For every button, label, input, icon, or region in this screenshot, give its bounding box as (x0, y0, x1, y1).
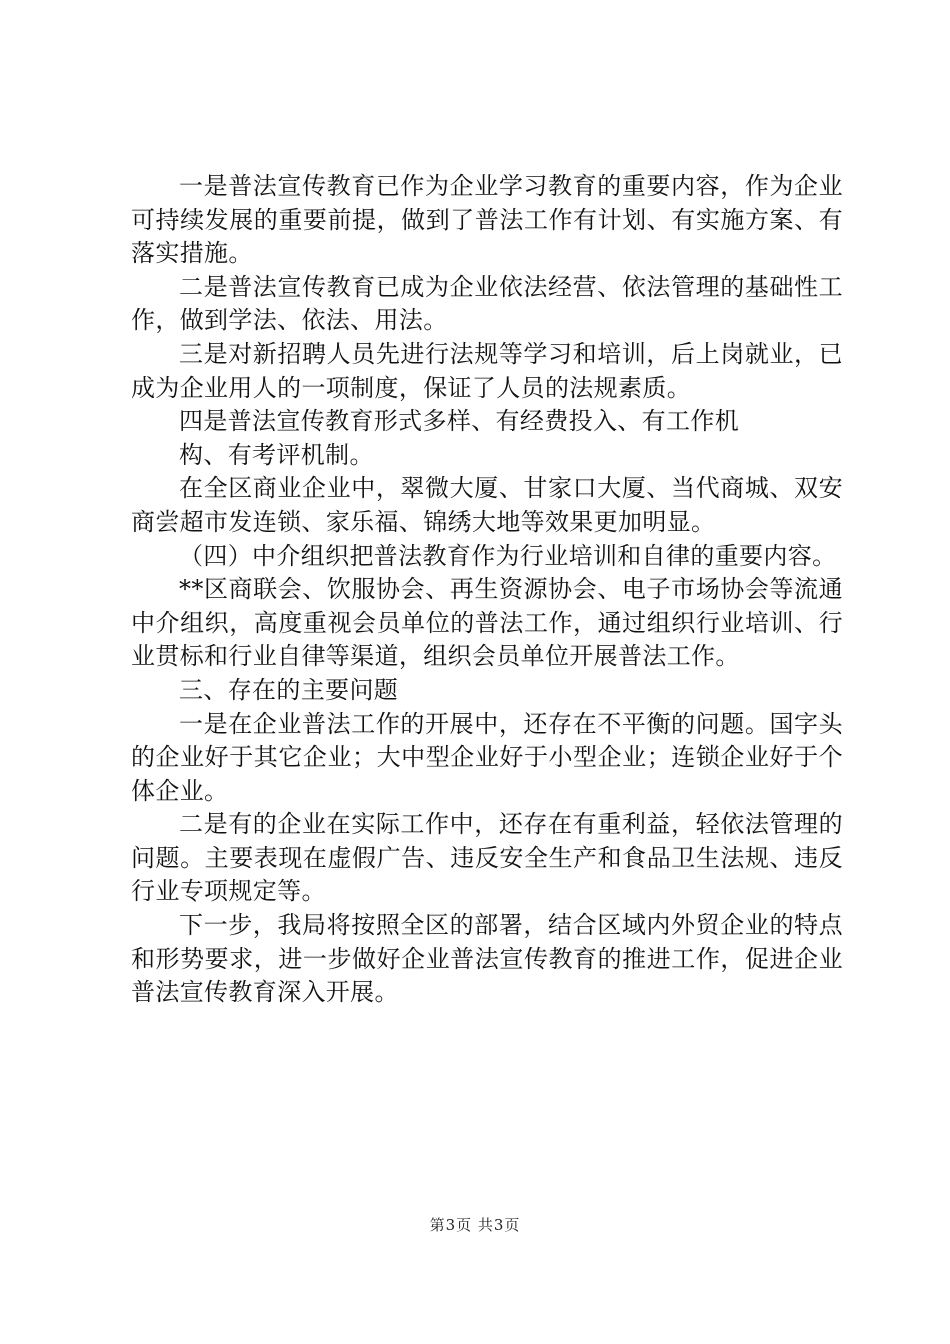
paragraph-12: 下一步，我局将按照全区的部署，结合区域内外贸企业的特点和形势要求，进一步做好企业普法宣传教育的推进工作，促进企业普法宣传教育深入开展。 (131, 911, 843, 1007)
paragraph-8: **区商联会、饮服协会、再生资源协会、电子市场协会等流通中介组织，高度重视会员单位的普法工作，通过组织行业培训、行业贯标和行业自律等渠道，组织会员单位开展普法工作。 (131, 575, 843, 671)
paragraph-4: 四是普法宣传教育形式多样、有经费投入、有工作机 (179, 407, 740, 436)
paragraph-11: 二是有的企业在实际工作中，还存在有重利益，轻依法管理的问题。主要表现在虚假广告、违反安全生产和食品卫生法规、违反行业专项规定等。 (131, 810, 843, 906)
document-body (131, 170, 843, 1010)
paragraph-6: 在全区商业企业中，翠微大厦、甘家口大厦、当代商城、双安商尝超市发连锁、家乐福、锦绣大地等效果更加明显。 (131, 474, 843, 536)
page-footer: 第3页 共3页 (429, 1216, 521, 1234)
paragraph-3: 三是对新招聘人员先进行法规等学习和培训，后上岗就业，已成为企业用人的一项制度，保证了人员的法规素质。 (131, 339, 843, 402)
paragraph-10: 一是在企业普法工作的开展中，还存在不平衡的问题。国字头的企业好于其它企业；大中型企业好于小型企业；连锁企业好于个体企业。 (131, 709, 843, 805)
section-heading: 三、存在的主要问题 (179, 675, 399, 704)
paragraph-2: 二是普法宣传教育已成为企业依法经营、依法管理的基础性工作，做到学法、依法、用法。 (131, 272, 843, 335)
paragraph-7: （四）中介组织把普法教育作为行业培训和自律的重要内容。 (179, 541, 837, 570)
paragraph-5: 构、有考评机制。 (179, 440, 374, 469)
paragraph-1: 一是普法宣传教育已作为企业学习教育的重要内容，作为企业可持续发展的重要前提，做到了普法工作有计划、有实施方案、有落实措施。 (131, 172, 843, 268)
